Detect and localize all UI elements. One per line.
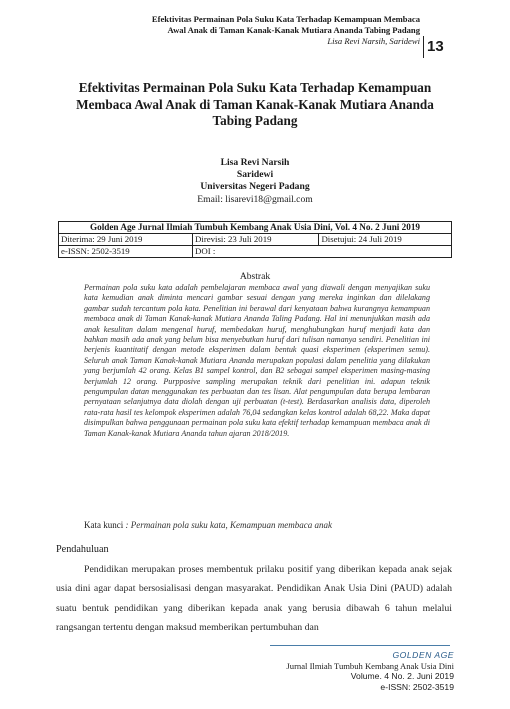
footer-journal: Jurnal Ilmiah Tumbuh Kembang Anak Usia Dini bbox=[286, 660, 454, 671]
intro-paragraph: Pendidikan merupakan proses membentuk prilaku positif yang diberikan kepada anak sejak usia dini agar dapat bersosialisasi dengan masyarakat. Pendidikan Anak Usia Dini (PAUD) adalah suatu bentuk pendidikan yang diberikan kepada anak yang berusia dibawah 6 tahun melalui rangsangan tertentu dengan maksud memberikan pertumbuhan dan bbox=[56, 564, 452, 634]
email: Email: lisarevi18@gmail.com bbox=[197, 193, 313, 205]
abstract-text: Permainan pola suku kata adalah pembelajaran membaca awal yang diawali dengan menyajikan suku kata kemudian anak diminta mencari gambar sesuai dengan yang mereka inginkan dan dilelakang gambar sudah tercantum pola kata. Penelitian ini berawal dari kenyataan bahwa kurangnya kemampuan membaca anak di Taman Kanak-kanak Mutiara Ananda Taling Padang. Hal ini menunjukkan masih ada anak kesulitan dalam mengenal huruf, membedakan huruf, menghubungkan huruf menjadi kata dan bahkan masih ada anak yang belum bisa menyebutkan huruf dari tulisan namanya sendiri. Penelitian ini berjenis kuantitatif dengan metode eksperimen dalam bentuk quasi eksperimen (eksperimen semu). Seluruh anak Taman Kanak-kanak Mutiara Ananda merupakan populasi dalam penelitia yang dilakukan yang berjumlah 42 orang. Kelas B1 sampel kontrol, dan B2 sebagai sampel eksperimen masing-masing berjumlah 12 orang. Purpposive sampling merupakan teknik dari penelitian ini. adapun teknik pengumpulan datan menggunakan tes perbuatan dan tes lisan. Alat pengumpulan data berupa lembaran pernyataan selanjutnya data diolah dengan uji perbuatan (t-test). Berdasarkan analisis data, diperoleh rata-rata hasil tes kelompok eksperimen adalah 76,04 sedangkan kelas kontrol adalah 68,22. Maka dapat disimpulkan bahwa penggunaan permainan pola suku kata efektif terhadap kemampuan membaca anak di Taman Kanak-kanak Mutiara Ananda tahun ajaran 2018/2019. bbox=[84, 283, 430, 438]
abstract-heading: Abstrak bbox=[239, 271, 271, 282]
author-name: Saridewi bbox=[236, 169, 274, 181]
keywords-value: : Permainan pola suku kata, Kemampuan membaca anak bbox=[125, 520, 332, 530]
running-header bbox=[90, 14, 420, 47]
footer-brand: GOLDEN AGE bbox=[392, 650, 454, 660]
eissn: e-ISSN: 2502-3519 bbox=[59, 246, 193, 258]
footer-rule bbox=[270, 645, 450, 646]
date-accepted: Disetujui: 24 Juli 2019 bbox=[319, 234, 452, 246]
journal-info: Golden Age Jurnal Ilmiah Tumbuh Kembang Anak Usia Dini, Vol. 4 No. 2 Juni 2019 bbox=[59, 222, 452, 234]
date-received: Diterima: 29 Juni 2019 bbox=[59, 234, 193, 246]
keywords-label: Kata kunci bbox=[84, 520, 124, 530]
running-header-line1: Efektivitas Permainan Pola Suku Kata Terhadap Kemampuan Membaca bbox=[151, 14, 420, 24]
doi: DOI : bbox=[193, 246, 452, 258]
article-info-table bbox=[58, 221, 452, 258]
date-revised: Direvisi: 23 Juli 2019 bbox=[193, 234, 319, 246]
page-number: 13 bbox=[427, 38, 444, 55]
section-heading: Pendahuluan bbox=[56, 544, 109, 555]
author-name: Lisa Revi Narsih bbox=[220, 157, 290, 168]
running-header-line2: Awal Anak di Taman Kanak-Kanak Mutiara Ananda Tabing Padang bbox=[167, 25, 420, 35]
footer-volume: Volume. 4 No. 2. Juni 2019 bbox=[350, 671, 454, 681]
author-block bbox=[100, 157, 410, 206]
footer-eissn: e-ISSN: 2502-3519 bbox=[380, 681, 454, 692]
footer bbox=[194, 650, 454, 692]
running-header-authors: Lisa Revi Narsih, Saridewi bbox=[327, 36, 420, 46]
affiliation: Universitas Negeri Padang bbox=[200, 181, 310, 193]
paper-title: Efektivitas Permainan Pola Suku Kata Terhadap Kemampuan Membaca Awal Anak di Taman Kanak-Kanak Mutiara Ananda Tabing Padang bbox=[76, 80, 434, 128]
keywords bbox=[84, 520, 430, 530]
header-separator bbox=[423, 36, 424, 58]
